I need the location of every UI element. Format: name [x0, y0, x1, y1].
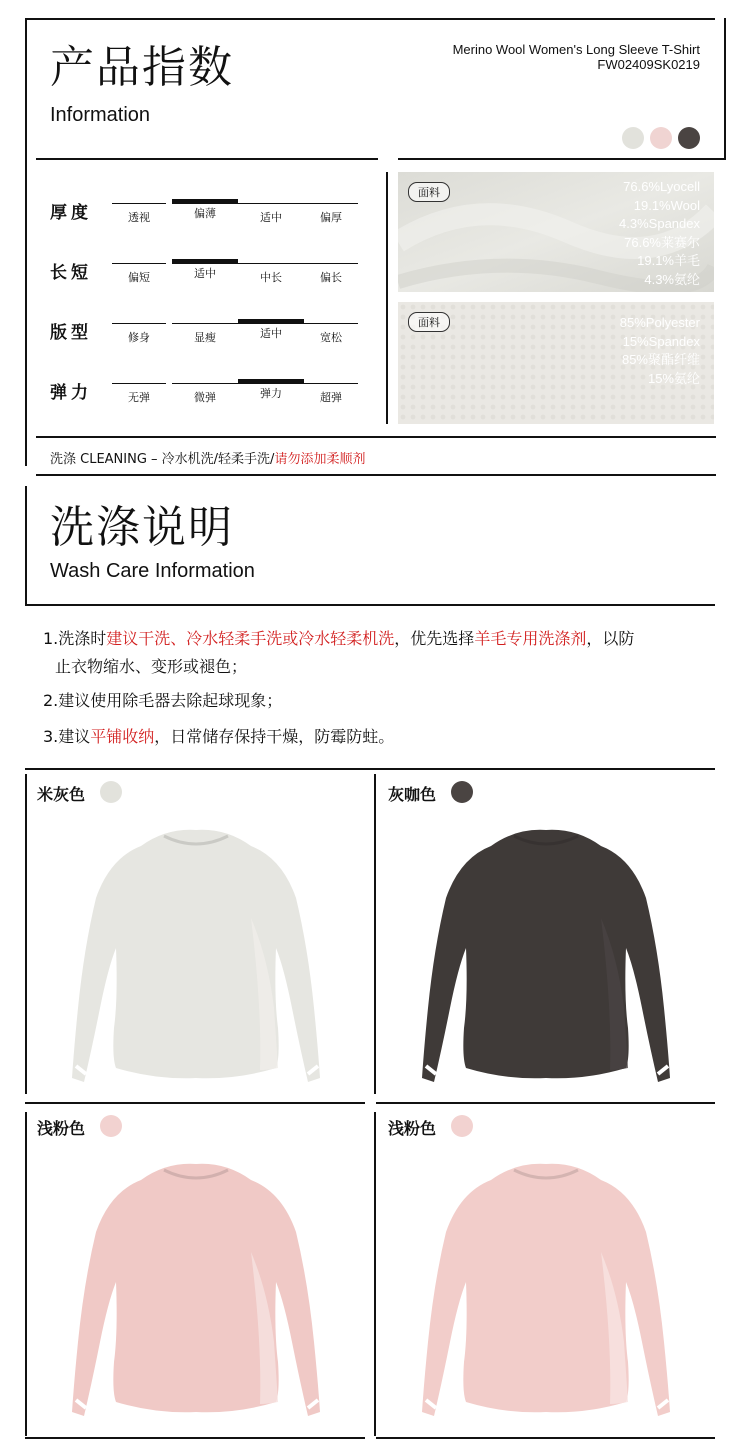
rating-bar: [304, 383, 358, 384]
fabric-tag-2: 面料: [408, 312, 450, 332]
fabric-line: 15%氨纶: [647, 370, 700, 386]
fabric-composition-1: [619, 178, 700, 289]
wash-subtitle: Wash Care Information: [50, 560, 255, 582]
product-code: FW02409SK0219: [597, 57, 700, 72]
rating-bar: [172, 259, 238, 264]
rating-bar: [172, 383, 238, 384]
rating-bar: [172, 199, 238, 204]
rating-bar: [238, 263, 304, 264]
fabric-line: 15%Spandex: [622, 333, 700, 349]
wash-text: 3.建议: [43, 727, 91, 746]
fabric-line: 76.6%Lyocell: [623, 179, 700, 194]
rating-bar: [238, 379, 304, 384]
color-dot: [451, 781, 473, 803]
rating-option-label: 适中: [260, 327, 282, 340]
rating-option-label: 偏长: [320, 271, 342, 284]
color-dot: [100, 781, 122, 803]
fabric-line: 4.3%Spandex: [619, 216, 700, 231]
shirt-image: [396, 808, 696, 1098]
shirt-body: [72, 830, 320, 1082]
cleaning-note: [50, 448, 365, 467]
shirt-body: [422, 1164, 670, 1416]
rating-option-label: 偏短: [128, 271, 150, 284]
gallery-divider: [25, 1437, 365, 1439]
rating-option: [112, 263, 166, 285]
rating-bar: [112, 203, 166, 204]
header-divider-right: [398, 158, 726, 160]
color-dot: [100, 1115, 122, 1137]
wash-instruction-1: [43, 624, 634, 654]
wash-text: 1.洗涤时: [43, 629, 107, 648]
wash-divider: [25, 604, 715, 606]
color-name: 浅粉色: [388, 1119, 437, 1138]
frame-right-line: [724, 18, 726, 160]
gallery-divider: [25, 774, 27, 1094]
rating-bar: [112, 383, 166, 384]
rating-bar: [304, 263, 358, 264]
rating-option-label: 宽松: [320, 331, 342, 344]
product-name: [453, 42, 700, 72]
shirt-body: [422, 830, 670, 1082]
fabric-panel-1: [398, 172, 714, 292]
rating-option-label: 无弹: [128, 391, 150, 404]
fabric-composition-2: [620, 314, 700, 388]
rating-bar: [238, 319, 304, 324]
rating-option-selected: [238, 379, 304, 401]
shirt-image: [46, 1142, 346, 1432]
page-title: 产品指数: [50, 42, 234, 93]
rating-bar: [304, 203, 358, 204]
rating-option-label: 偏厚: [320, 211, 342, 224]
rating-label: 长短: [50, 263, 92, 283]
color-name: 米灰色: [37, 785, 86, 804]
rating-label: 弹力: [50, 383, 92, 403]
rating-option: [238, 203, 304, 225]
rating-option-label: 微弹: [194, 391, 216, 404]
rating-label: 版型: [50, 323, 92, 343]
rating-bar: [238, 203, 304, 204]
cleaning-text: 洗涤 CLEANING – 冷水机洗/轻柔手洗/: [50, 452, 275, 467]
fabric-line: 85%Polyester: [619, 315, 700, 330]
fabric-line: 19.1%Wool: [633, 197, 700, 213]
gallery-divider: [376, 1102, 715, 1104]
rating-option: [238, 263, 304, 285]
gallery-divider: [25, 1112, 27, 1436]
rating-option-label: 修身: [128, 331, 150, 344]
wash-text: ，以防: [586, 629, 635, 648]
rating-option-label: 偏薄: [194, 207, 216, 220]
ratings-divider: [386, 172, 388, 424]
wash-instruction-1-cont: 止衣物缩水、变形或褪色；: [55, 657, 248, 676]
colors-top-line: [25, 768, 715, 770]
rating-option-label: 透视: [128, 211, 150, 224]
rating-label: 厚度: [50, 203, 92, 223]
rating-option-selected: [238, 319, 304, 341]
wash-text: ，日常储存保持干燥，防霉防蛀。: [154, 727, 395, 746]
product-name-text: Merino Wool Women's Long Sleeve T-Shirt: [452, 42, 700, 57]
rating-bar: [172, 323, 238, 324]
swatch-light-pink: [650, 127, 672, 149]
rating-option: [304, 383, 358, 405]
frame-left-line: [25, 18, 27, 466]
gallery-divider: [374, 1112, 376, 1436]
rating-option-label: 中长: [260, 271, 282, 284]
wash-highlight: 平铺收纳: [90, 727, 155, 746]
color-name: 灰咖色: [388, 785, 437, 804]
wash-highlight: 羊毛专用洗涤剂: [474, 629, 587, 648]
swatch-gray-coffee: [678, 127, 700, 149]
cleaning-bottom-line: [36, 474, 716, 476]
header-divider-left: [36, 158, 378, 160]
page-subtitle: Information: [50, 104, 151, 126]
fabric-line: 76.6%莱赛尔: [624, 234, 700, 250]
fabric-line: 85%聚酯纤维: [621, 352, 700, 367]
wash-left-line: [25, 486, 27, 606]
rating-option-selected: [172, 199, 238, 221]
frame-top-line: [25, 18, 715, 20]
shirt-body: [72, 1164, 320, 1416]
rating-option: [112, 203, 166, 225]
wash-text: ，优先选择: [394, 629, 475, 648]
rating-bar: [112, 263, 166, 264]
gallery-divider: [376, 1437, 715, 1439]
fabric-line: 4.3%氨纶: [644, 271, 700, 287]
rating-option-selected: [172, 259, 238, 281]
color-name: 浅粉色: [37, 1119, 86, 1138]
wash-instruction-2: 2.建议使用除毛器去除起球现象；: [43, 691, 283, 710]
swatch-beige-gray: [622, 127, 644, 149]
fabric-tag-1: 面料: [408, 182, 450, 202]
rating-option-label: 适中: [260, 211, 282, 224]
color-dot: [451, 1115, 473, 1137]
rating-bar: [112, 323, 166, 324]
shirt-image: [46, 808, 346, 1098]
cleaning-warning: 请勿添加柔顺剂: [274, 452, 366, 467]
rating-option-label: 适中: [194, 267, 216, 280]
gallery-divider: [25, 1102, 365, 1104]
wash-instruction-3: [43, 722, 394, 752]
gallery-divider: [374, 774, 376, 1094]
rating-option: [304, 263, 358, 285]
rating-option: [172, 383, 238, 405]
cleaning-top-line: [36, 436, 716, 438]
rating-option-label: 弹力: [260, 387, 282, 400]
rating-option-label: 超弹: [320, 391, 342, 404]
rating-option: [304, 323, 358, 345]
wash-title: 洗涤说明: [50, 502, 234, 553]
wash-highlight: 建议干洗、冷水轻柔手洗或冷水轻柔机洗: [106, 629, 395, 648]
rating-option: [112, 323, 166, 345]
rating-option: [304, 203, 358, 225]
fabric-panel-2: [398, 302, 714, 424]
shirt-image: [396, 1142, 696, 1432]
rating-bar: [304, 323, 358, 324]
rating-option: [112, 383, 166, 405]
fabric-line: 19.1%羊毛: [637, 253, 700, 268]
rating-option: [172, 323, 238, 345]
rating-option-label: 显瘦: [194, 331, 216, 344]
